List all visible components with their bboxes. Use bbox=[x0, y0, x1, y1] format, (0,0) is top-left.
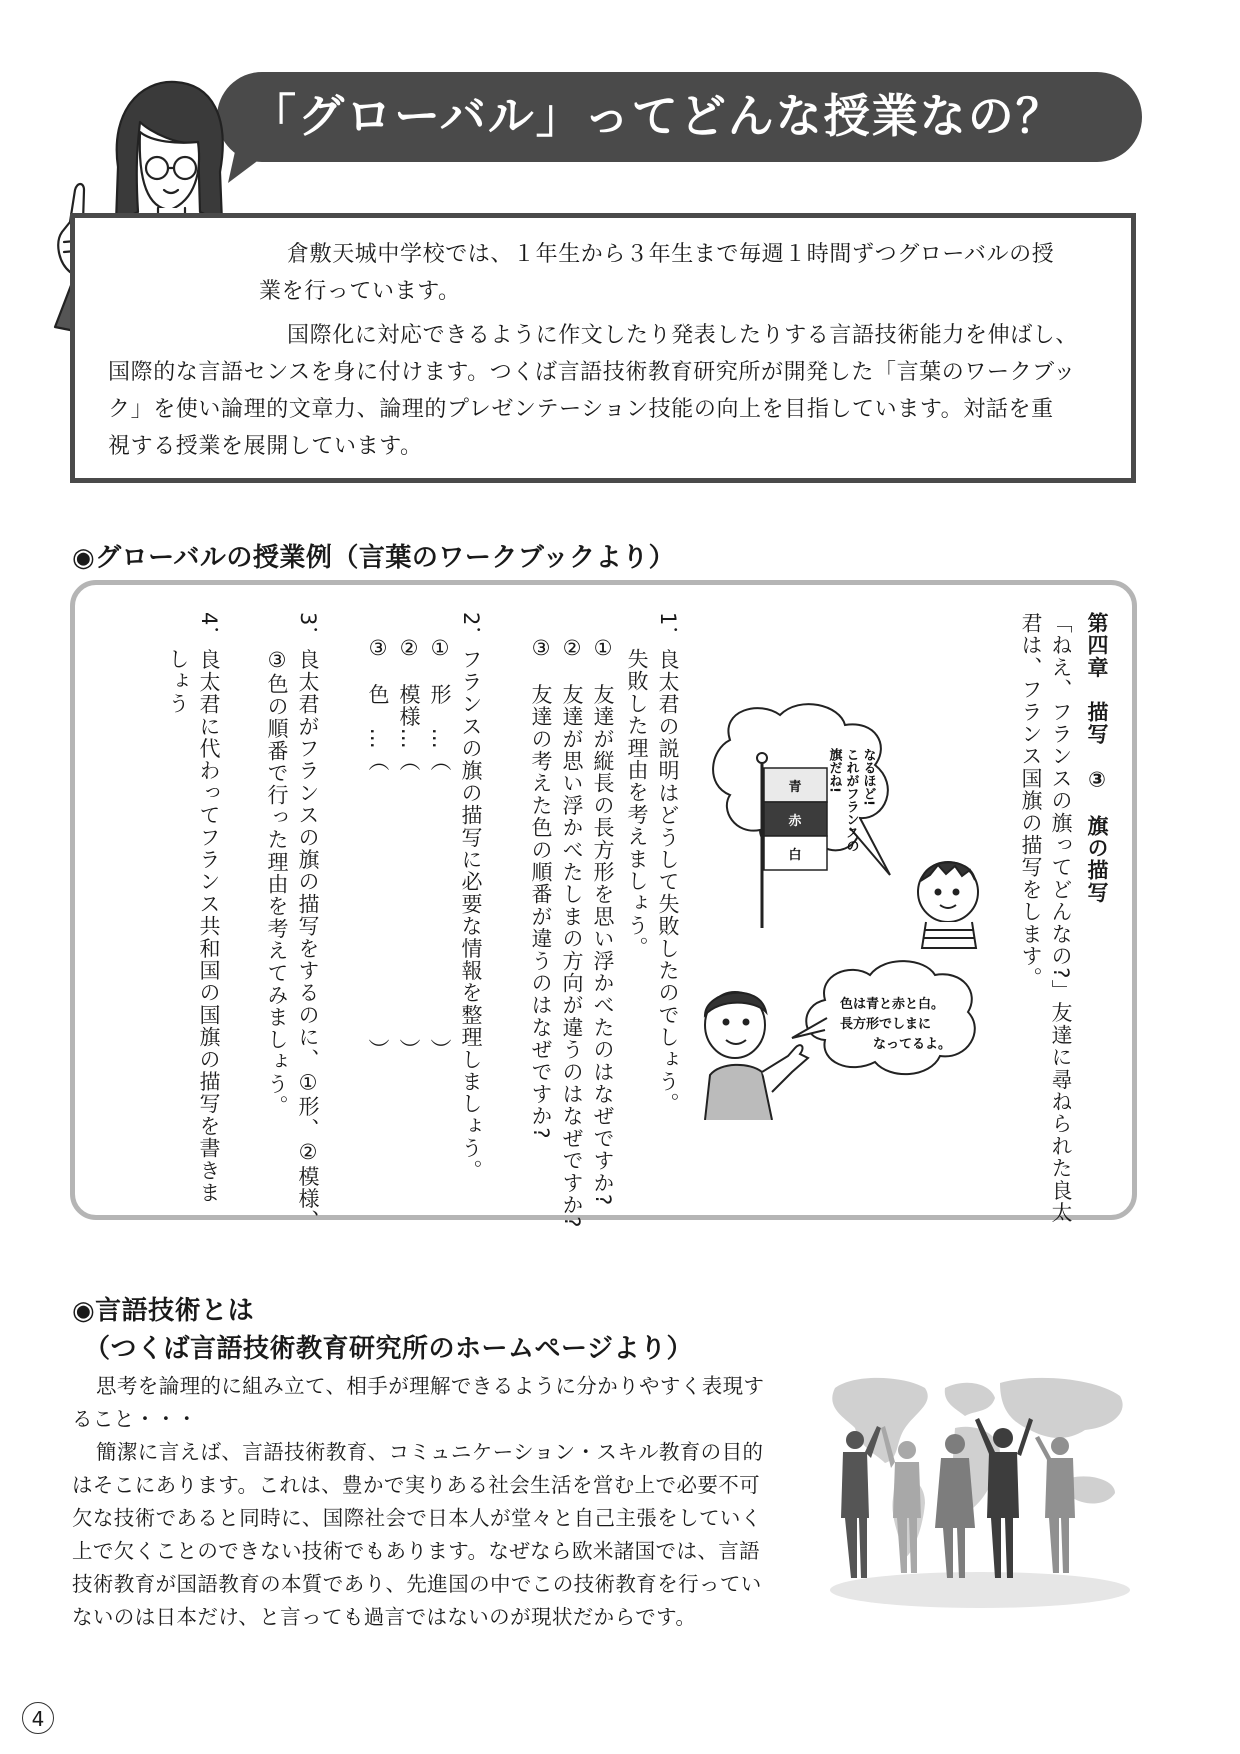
friend-bubble-text: これがフランスの bbox=[843, 748, 859, 852]
flag-conversation-illustration bbox=[700, 700, 1010, 1120]
question-2-line: 2．フランスの旗の描写に必要な情報を整理しましょう。 bbox=[459, 612, 483, 1182]
intro-line: 視する授業を展開しています。 bbox=[108, 434, 423, 459]
world-map bbox=[832, 1378, 1122, 1558]
question-1-sub: ① 友達が縦長の長方形を思い浮かべたのはなぜですか? bbox=[591, 636, 615, 1207]
people-group bbox=[841, 1418, 1075, 1578]
flag-label-blue: 青 bbox=[788, 780, 802, 795]
question-2-sub: ① 形 …（ ） bbox=[428, 636, 452, 1061]
friend-boy bbox=[918, 862, 978, 948]
friend-bubble-text: なるほど! bbox=[860, 748, 876, 806]
body-line: ないのは日本だけ、と言っても過言ではないのが現状だからです。 bbox=[72, 1605, 697, 1629]
intro-line: 業を行っています。 bbox=[259, 279, 461, 304]
ryota-bubble-text: 長方形でしまに bbox=[840, 1017, 932, 1032]
body-line: 欠な技術であると同時に、国際社会で日本人が堂々と自己主張をしていく bbox=[72, 1506, 762, 1530]
chapter-title: 第四章 描写 ③ 旗の描写 bbox=[1085, 612, 1109, 904]
page-number: 4 bbox=[22, 1702, 54, 1734]
question-2-sub: ② 模様…（ ） bbox=[397, 636, 421, 1061]
body-line: 技術教育が国語教育の本質であり、先進国の中でこの技術教育を行ってい bbox=[72, 1572, 762, 1596]
intro-line: ク」を使い論理的文章力、論理的プレゼンテーション技能の向上を目指しています。対話を重 bbox=[108, 397, 1054, 422]
french-flag bbox=[764, 768, 827, 870]
chapter-intro-line: 「ねえ、フランスの旗ってどんなの?」友達に尋ねられた良太 bbox=[1049, 612, 1073, 1224]
intro-line: 国際的な言語センスを身に付けます。つくば言語技術教育研究所が開発した「言葉のワークブッ bbox=[108, 360, 1076, 385]
flag-label-white: 白 bbox=[788, 848, 802, 863]
question-4-line: 4．良太君に代わってフランス共和国の国旗の描写を書きま bbox=[197, 612, 221, 1204]
friend-bubble-text: 旗だね! bbox=[826, 748, 842, 793]
question-1-line: 失敗した理由を考えましょう。 bbox=[625, 648, 649, 959]
ryota-bubble-text: なってるよ。 bbox=[873, 1037, 952, 1052]
body-line: 簡潔に言えば、言語技術教育、コミュニケーション・スキル教育の目的 bbox=[96, 1440, 764, 1464]
question-1-line: 1．良太君の説明はどうして失敗したのでしょう。 bbox=[656, 612, 680, 1115]
question-3-line: 3．良太君がフランスの旗の描写をするのに、①形、②模様、 bbox=[296, 612, 320, 1232]
ryota-bubble-text: 色は青と赤と白。 bbox=[840, 997, 945, 1012]
section-subheading-source: （つくば言語技術教育研究所のホームページより） bbox=[84, 1334, 693, 1364]
page-title: 「グローバル」ってどんな授業なの？ bbox=[250, 89, 1064, 143]
body-line: 思考を論理的に組み立て、相手が理解できるように分かりやすく表現す bbox=[96, 1374, 765, 1398]
chapter-intro-line: 君は、フランス国旗の描写をします。 bbox=[1019, 612, 1043, 990]
body-line: 上で欠くことのできない技術でもあります。なぜなら欧米諸国では、言語 bbox=[72, 1539, 761, 1563]
question-1-sub: ② 友達が思い浮かべたしまの方向が違うのはなぜですか? bbox=[560, 636, 584, 1229]
section-heading-language-skills: ◉言語技術とは bbox=[72, 1296, 255, 1326]
body-line: はそこにあります。これは、豊かで実りある社会生活を営む上で必要不可 bbox=[72, 1473, 761, 1497]
question-4-line: しょう bbox=[166, 648, 190, 715]
section-heading-lesson: ◉グローバルの授業例（言葉のワークブックより） bbox=[72, 543, 676, 573]
question-1-sub: ③ 友達の考えた色の順番が違うのはなぜですか? bbox=[529, 636, 553, 1140]
body-line: ること・・・ bbox=[72, 1407, 198, 1431]
ryota-boy bbox=[705, 992, 808, 1120]
world-map-people-illustration bbox=[815, 1368, 1145, 1618]
intro-line: 国際化に対応できるように作文したり発表したりする言語技術能力を伸ばし、 bbox=[287, 323, 1079, 348]
flag-label-red: 赤 bbox=[788, 814, 802, 829]
question-2-sub: ③ 色 …（ ） bbox=[366, 636, 390, 1061]
intro-line: 倉敷天城中学校では、１年生から３年生まで毎週１時間ずつグローバルの授 bbox=[287, 242, 1055, 267]
question-3-line: ③色の順番で行った理由を考えてみましょう。 bbox=[265, 648, 289, 1118]
